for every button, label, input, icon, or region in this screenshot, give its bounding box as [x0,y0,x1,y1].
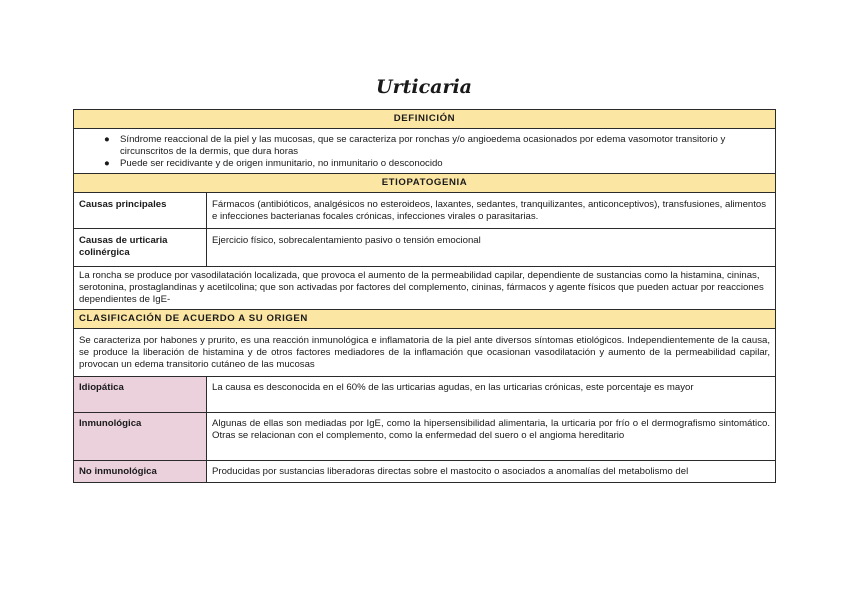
section-header-clasificacion: CLASIFICACIÓN DE ACUERDO A SU ORIGEN [74,310,776,329]
row-label-causas-colinergica: Causas de urticaria colinérgica [74,229,207,267]
section-header-definicion: DEFINICIÓN [74,110,776,129]
clasificacion-paragraph: Se caracteriza por habones y prurito, es una reacción inmunológica e inflamatoria de la piel ante diversos síntomas etiológicos. Independientemente de la causa, se produce la liberación de histamina y de otros factores mediadores de la inflamación que ocasionan vasodilatación y aumento de la permeabilidad capilar, provocan un edema transitorio cutáneo de las mucosas [74,329,776,377]
bullet-icon: ● [104,158,110,169]
row-text-inmunologica: Algunas de ellas son mediadas por IgE, como la hipersensibilidad alimentaria, la urticaria por frío o el dermografismo sintomático. Otras se relacionan con el complemento, como la enfermedad del suero o el angioma hereditario [207,413,776,461]
row-text-causas-principales: Fármacos (antibióticos, analgésicos no esteroideos, laxantes, sedantes, tranquilizantes, anticonceptivos), transfusiones, alimentos e infecciones bacterianas focales crónicas, infecciones virales o parasitarias. [207,193,776,229]
row-text-idiopatica: La causa es desconocida en el 60% de las urticarias agudas, en las urticarias crónicas, este porcentaje es mayor [207,377,776,413]
urticaria-table [73,109,776,483]
bullet-icon: ● [104,134,110,145]
row-text-causas-colinergica: Ejercicio físico, sobrecalentamiento pasivo o tensión emocional [207,229,776,267]
row-label-no-inmunologica: No inmunológica [74,461,207,483]
row-label-causas-principales: Causas principales [74,193,207,229]
bullet-text: Puede ser recidivante y de origen inmunitario, no inmunitario o desconocido [120,158,443,169]
bullet-item [104,158,755,170]
row-label-idiopatica: Idiopática [74,377,207,413]
document-title: Urticaria [376,76,472,98]
etiopatogenia-paragraph: La roncha se produce por vasodilatación localizada, que provoca el aumento de la permeabilidad capilar, dependiente de sustancias como la histamina, cininas, serotonina, prostaglandinas y acetilcolina; que son activadas por factores del complemento, cininas, fármacos y agente físicos que pueden actuar por reacciones dependientes de IgE- [74,267,776,310]
section-header-etiopatogenia: ETIOPATOGENIA [74,174,776,193]
row-text-no-inmunologica: Producidas por sustancias liberadoras directas sobre el mastocito o asociados a anomalías del metabolismo del [207,461,776,483]
row-label-inmunologica: Inmunológica [74,413,207,461]
definicion-bullet-list [96,134,755,170]
definicion-content [74,129,776,174]
bullet-text: Síndrome reaccional de la piel y las mucosas, que se caracteriza por ronchas y/o angioedema ocasionados por edema vasomotor transitorio y circunscritos de la dermis, que dura horas [120,134,726,157]
bullet-item [104,134,755,158]
